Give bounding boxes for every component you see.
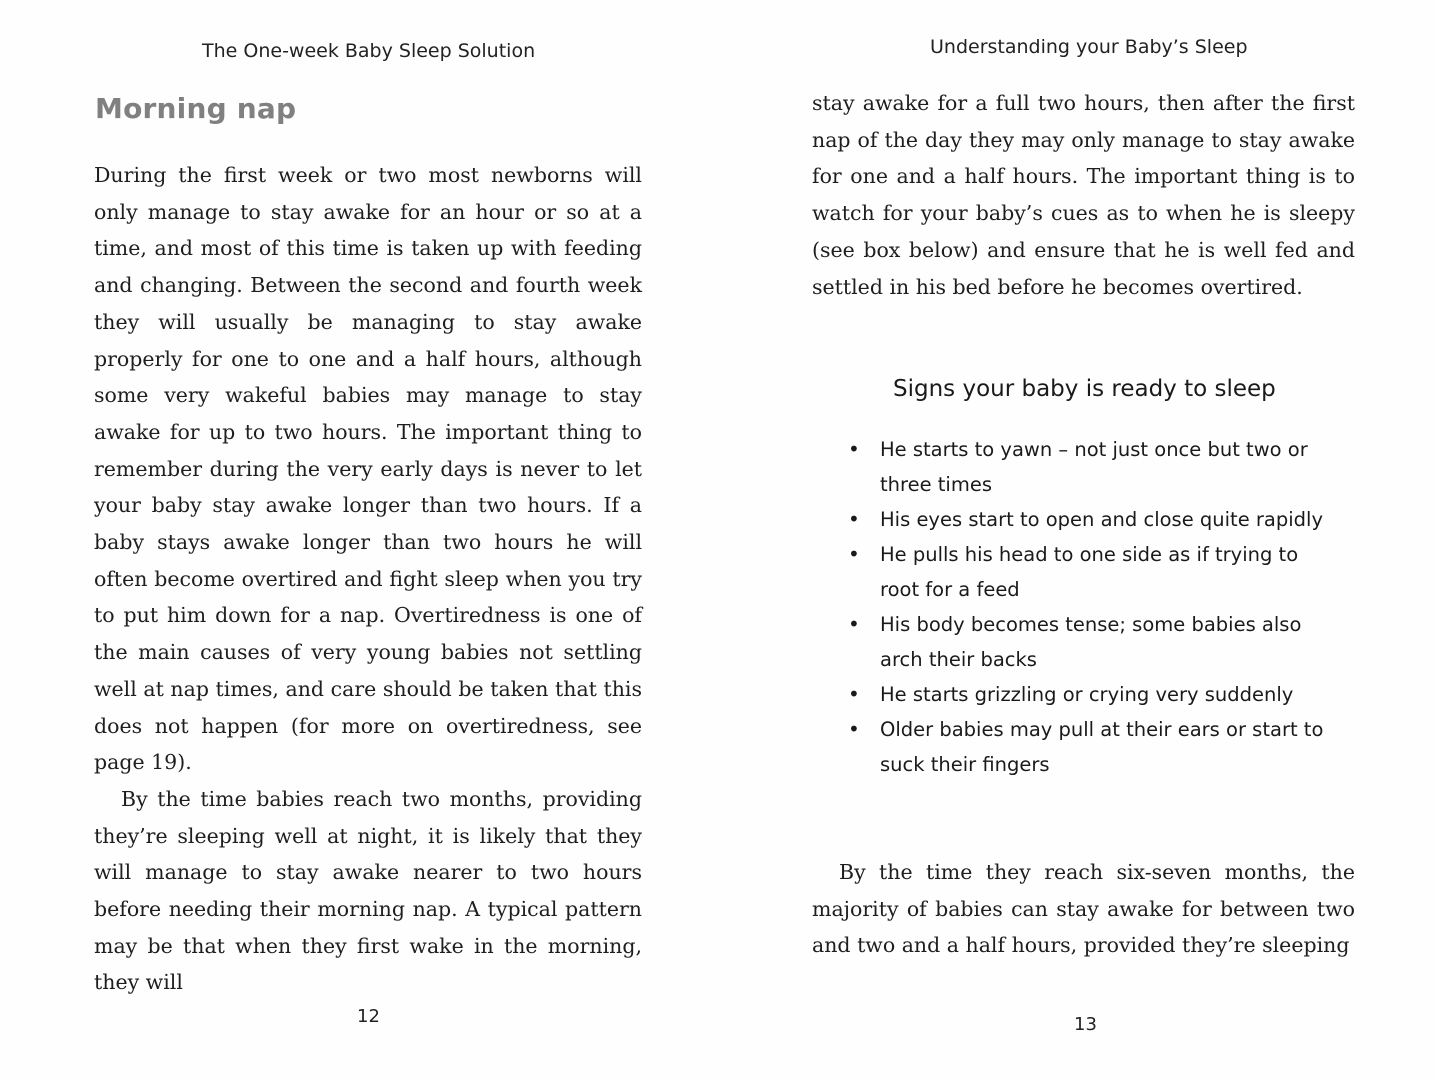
bullet-icon: • — [848, 682, 860, 706]
list-item-text: He starts to yawn – not just once but two or three times — [880, 438, 1308, 496]
body-paragraph: By the time babies reach two months, providing they’re sleeping well at night, it is likely that they will manage to stay awake nearer to two hours before needing their morning nap. A typical pattern may be that when they first wake in the morning, they will — [94, 786, 642, 995]
right-bottom-text — [812, 854, 1355, 964]
list-item-text: His body becomes tense; some babies also arch their backs — [880, 613, 1302, 671]
list-item — [848, 607, 1328, 677]
running-head-right: Understanding your Baby’s Sleep — [930, 36, 1248, 58]
section-heading: Morning nap — [95, 92, 297, 125]
list-item — [848, 502, 1328, 537]
right-top-text — [812, 85, 1355, 305]
list-item — [848, 537, 1328, 607]
list-item-text: His eyes start to open and close quite rapidly — [880, 508, 1323, 531]
running-head-left: The One-week Baby Sleep Solution — [202, 40, 536, 62]
right-page — [718, 0, 1436, 1080]
list-item-text: He pulls his head to one side as if trying to root for a feed — [880, 543, 1299, 601]
bullet-icon: • — [848, 437, 860, 461]
page-number-right: 13 — [1074, 1014, 1097, 1035]
body-paragraph: During the first week or two most newborns will only manage to stay awake for an hour or so at a time, and most of this time is taken up with feeding and changing. Between the second and fourth week they will usually be managing to stay awake properly for one to one and a half hours, although some very wakeful babies may manage to stay awake for up to two hours. The important thing to remember during the very early days is never to let your baby stay awake longer than two hours. If a baby stays awake longer than two hours he will often become overtired and fight sleep when you try to put him down for a nap. Overtiredness is one of the main causes of very young babies not settling well at nap times, and care should be taken that this does not happen (for more on overtiredness, see page 19). — [94, 163, 642, 775]
bullet-icon: • — [848, 612, 860, 636]
body-paragraph: By the time they reach six-seven months, the majority of babies can stay awake for between two and two and a half hours, provided they’re sleeping — [812, 860, 1355, 958]
signs-list — [848, 432, 1328, 782]
page-number-left: 12 — [357, 1006, 380, 1027]
body-paragraph: stay awake for a full two hours, then after the first nap of the day they may only manage to stay awake for one and a half hours. The important thing is to watch for your baby’s cues as to when he is sleepy (see box below) and ensure that he is well fed and settled in his bed before he becomes overtired. — [812, 91, 1355, 299]
list-item-text: Older babies may pull at their ears or start to suck their fingers — [880, 718, 1324, 776]
bullet-icon: • — [848, 717, 860, 741]
left-body-text — [94, 157, 642, 1001]
bullet-icon: • — [848, 507, 860, 531]
list-item — [848, 712, 1328, 782]
bullet-icon: • — [848, 542, 860, 566]
signs-box-title: Signs your baby is ready to sleep — [893, 376, 1276, 402]
list-item-text: He starts grizzling or crying very suddenly — [880, 683, 1294, 706]
list-item — [848, 432, 1328, 502]
list-item — [848, 677, 1328, 712]
